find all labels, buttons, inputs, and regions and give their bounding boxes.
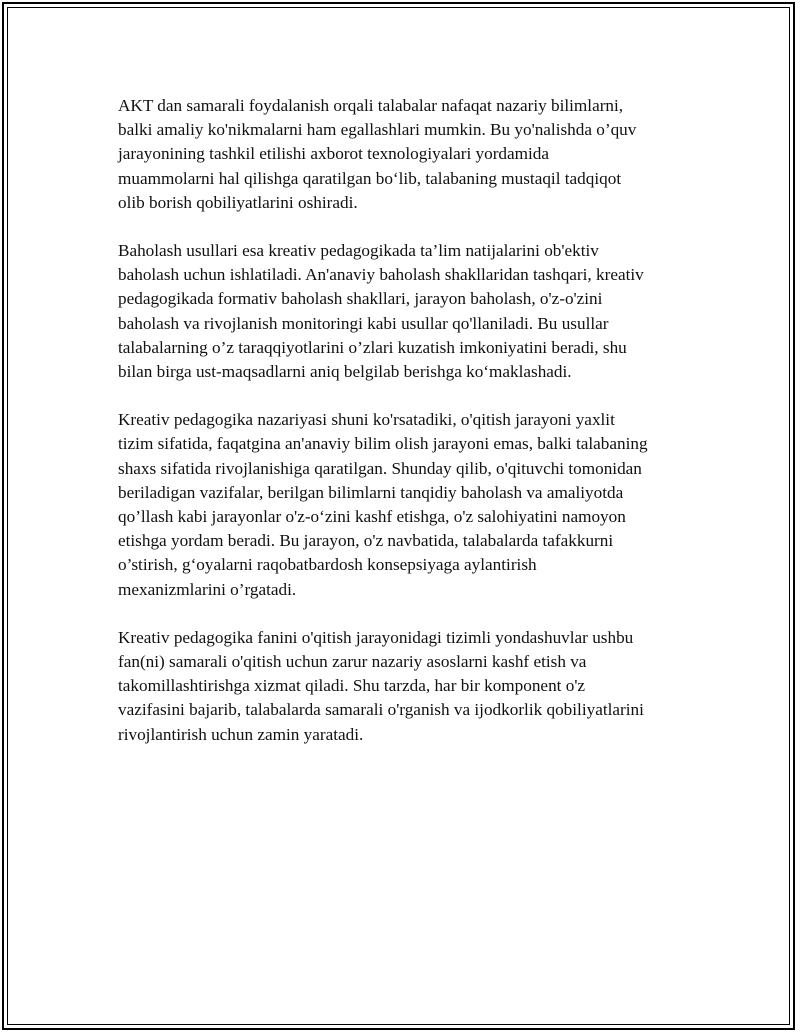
document-body xyxy=(118,94,698,771)
paragraph-creative-pedagogy-theory: Kreativ pedagogika nazariyasi shuni ko'rsatadiki, o'qitish jarayoni yaxlit tizim sifatida, faqatgina an'anaviy bilim olish jarayoni emas, balki talabaning shaxs sifatida rivojlanishiga qaratilgan. Shunday qilib, o'qituvchi tomonidan beriladigan vazifalar, berilgan bilimlarni tanqidiy baholash va amaliyotda qo’llash kabi jarayonlar o'z-o‘zini kashf etishga, o'z salohiyatini namoyon etishga yordam beradi. Bu jarayon, o'z navbatida, talabalarda tafakkurni o’stirish, g‘oyalarni raqobatbardosh konsepsiyaga aylantirish mexanizmlarini o’rgatadi. xyxy=(118,410,648,599)
paragraph-ict-usage: AKT dan samarali foydalanish orqali talabalar nafaqat nazariy bilimlarni, balki amaliy ko'nikmalarni ham egallashlari mumkin. Bu yo'nalishda o’quv jarayonining tashkil etilishi axborot texnologiyalari yordamida muammolarni hal qilishga qaratilgan bo‘lib, talabaning mustaqil tadqiqot olib borish qobiliyatlarini oshiradi. xyxy=(118,96,637,212)
paragraph-systemic-approaches: Kreativ pedagogika fanini o'qitish jarayonidagi tizimli yondashuvlar ushbu fan(ni) samarali o'qitish uchun zarur nazariy asoslarni kashf etish va takomillashtirishga xizmat qiladi. Shu tarzda, har bir komponent o'z vazifasini bajarib, talabalarda samarali o'rganish va ijodkorlik qobiliyatlarini rivojlantirish uchun zamin yaratadi. xyxy=(118,627,644,744)
paragraph-assessment-methods: Baholash usullari esa kreativ pedagogikada ta’lim natijalarini ob'ektiv baholash uchun ishlatiladi. An'anaviy baholash shakllaridan tashqari, kreativ pedagogikada formativ baholash shakllari, jarayon baholash, o'z-o'zini baholash va rivojlanish monitoringi kabi usullar qo'llaniladi. Bu usullar talabalarning o’z taraqqiyotlarini o’zlari kuzatish imkoniyatini beradi, shu bilan birga ust-maqsadlarni aniq belgilab berishga ko‘maklashadi. xyxy=(118,241,644,382)
